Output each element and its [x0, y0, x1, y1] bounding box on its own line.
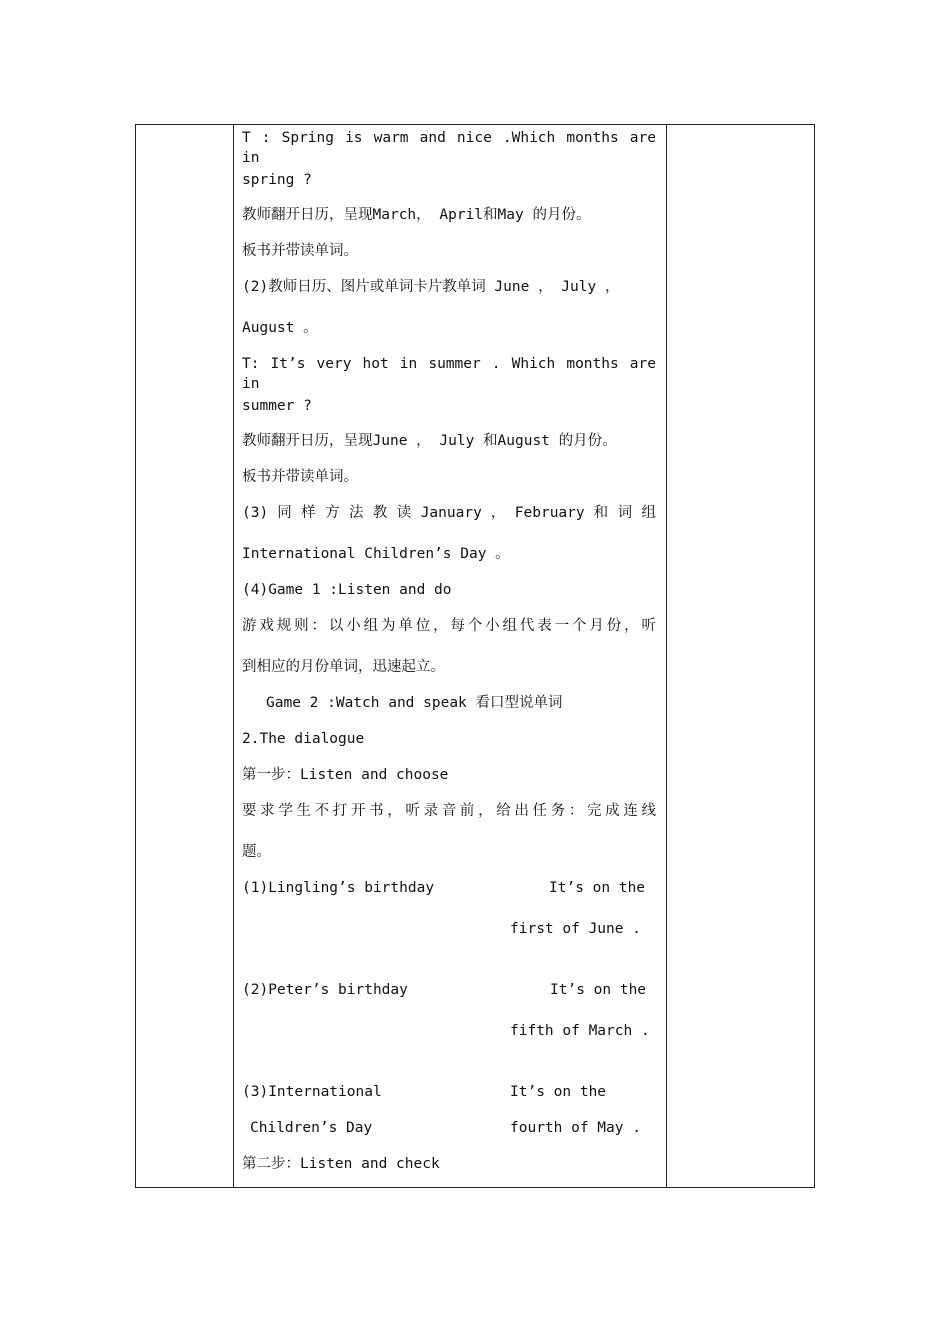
text-line: Game 2 :Watch and speak 看口型说单词 — [266, 695, 563, 711]
text-line: spring ? — [242, 172, 312, 188]
column-divider-left — [233, 125, 234, 1187]
text-line: 题。 — [242, 844, 271, 860]
match-item-right: first of June . — [510, 921, 641, 937]
text-line: 教师翻开日历，呈现June ， July 和August 的月份。 — [242, 433, 617, 449]
text-line: 第二步：Listen and check — [242, 1156, 440, 1172]
text-line: 板书并带读单词。 — [242, 469, 358, 485]
match-item-left: Children’s Day — [250, 1120, 373, 1136]
match-item-left: (1)Lingling’s birthday — [242, 880, 435, 896]
text-line: August 。 — [242, 320, 318, 336]
column-divider-right — [666, 125, 667, 1187]
text-line: 到相应的月份单词，迅速起立。 — [242, 659, 445, 675]
match-item-right: fifth of March . — [510, 1023, 650, 1039]
text-line: 游戏规则：以小组为单位，每个小组代表一个月份，听 — [242, 618, 656, 634]
text-line: (2)教师日历、图片或单词卡片教单词 June ， July ， — [242, 279, 620, 295]
match-item-right: It’s on the — [549, 880, 646, 896]
match-item-left: (2)Peter’s birthday — [242, 982, 408, 998]
text-line: 2.The dialogue — [242, 731, 365, 747]
match-item-right: It’s on the — [550, 982, 647, 998]
match-item-right: fourth of May . — [510, 1120, 641, 1136]
text-line: summer ? — [242, 398, 312, 414]
text-line: T : Spring is warm and nice .Which months are in — [242, 130, 656, 166]
match-item-right: It’s on the — [510, 1084, 607, 1100]
text-line: (3) 同 样 方 法 教 读 January ， February 和 词 组 — [242, 505, 656, 521]
text-line: (4)Game 1 :Listen and do — [242, 582, 452, 598]
match-item-left: (3)International — [242, 1084, 382, 1100]
lesson-plan-table — [135, 124, 815, 1188]
text-line: 要求学生不打开书，听录音前，给出任务：完成连线 — [242, 803, 656, 819]
text-line: T: It’s very hot in summer . Which months are in — [242, 356, 656, 392]
text-line: 板书并带读单词。 — [242, 243, 358, 259]
text-line: International Children’s Day 。 — [242, 546, 510, 562]
text-line: 第一步：Listen and choose — [242, 767, 449, 783]
text-line: 教师翻开日历，呈现March， April和May 的月份。 — [242, 207, 591, 223]
